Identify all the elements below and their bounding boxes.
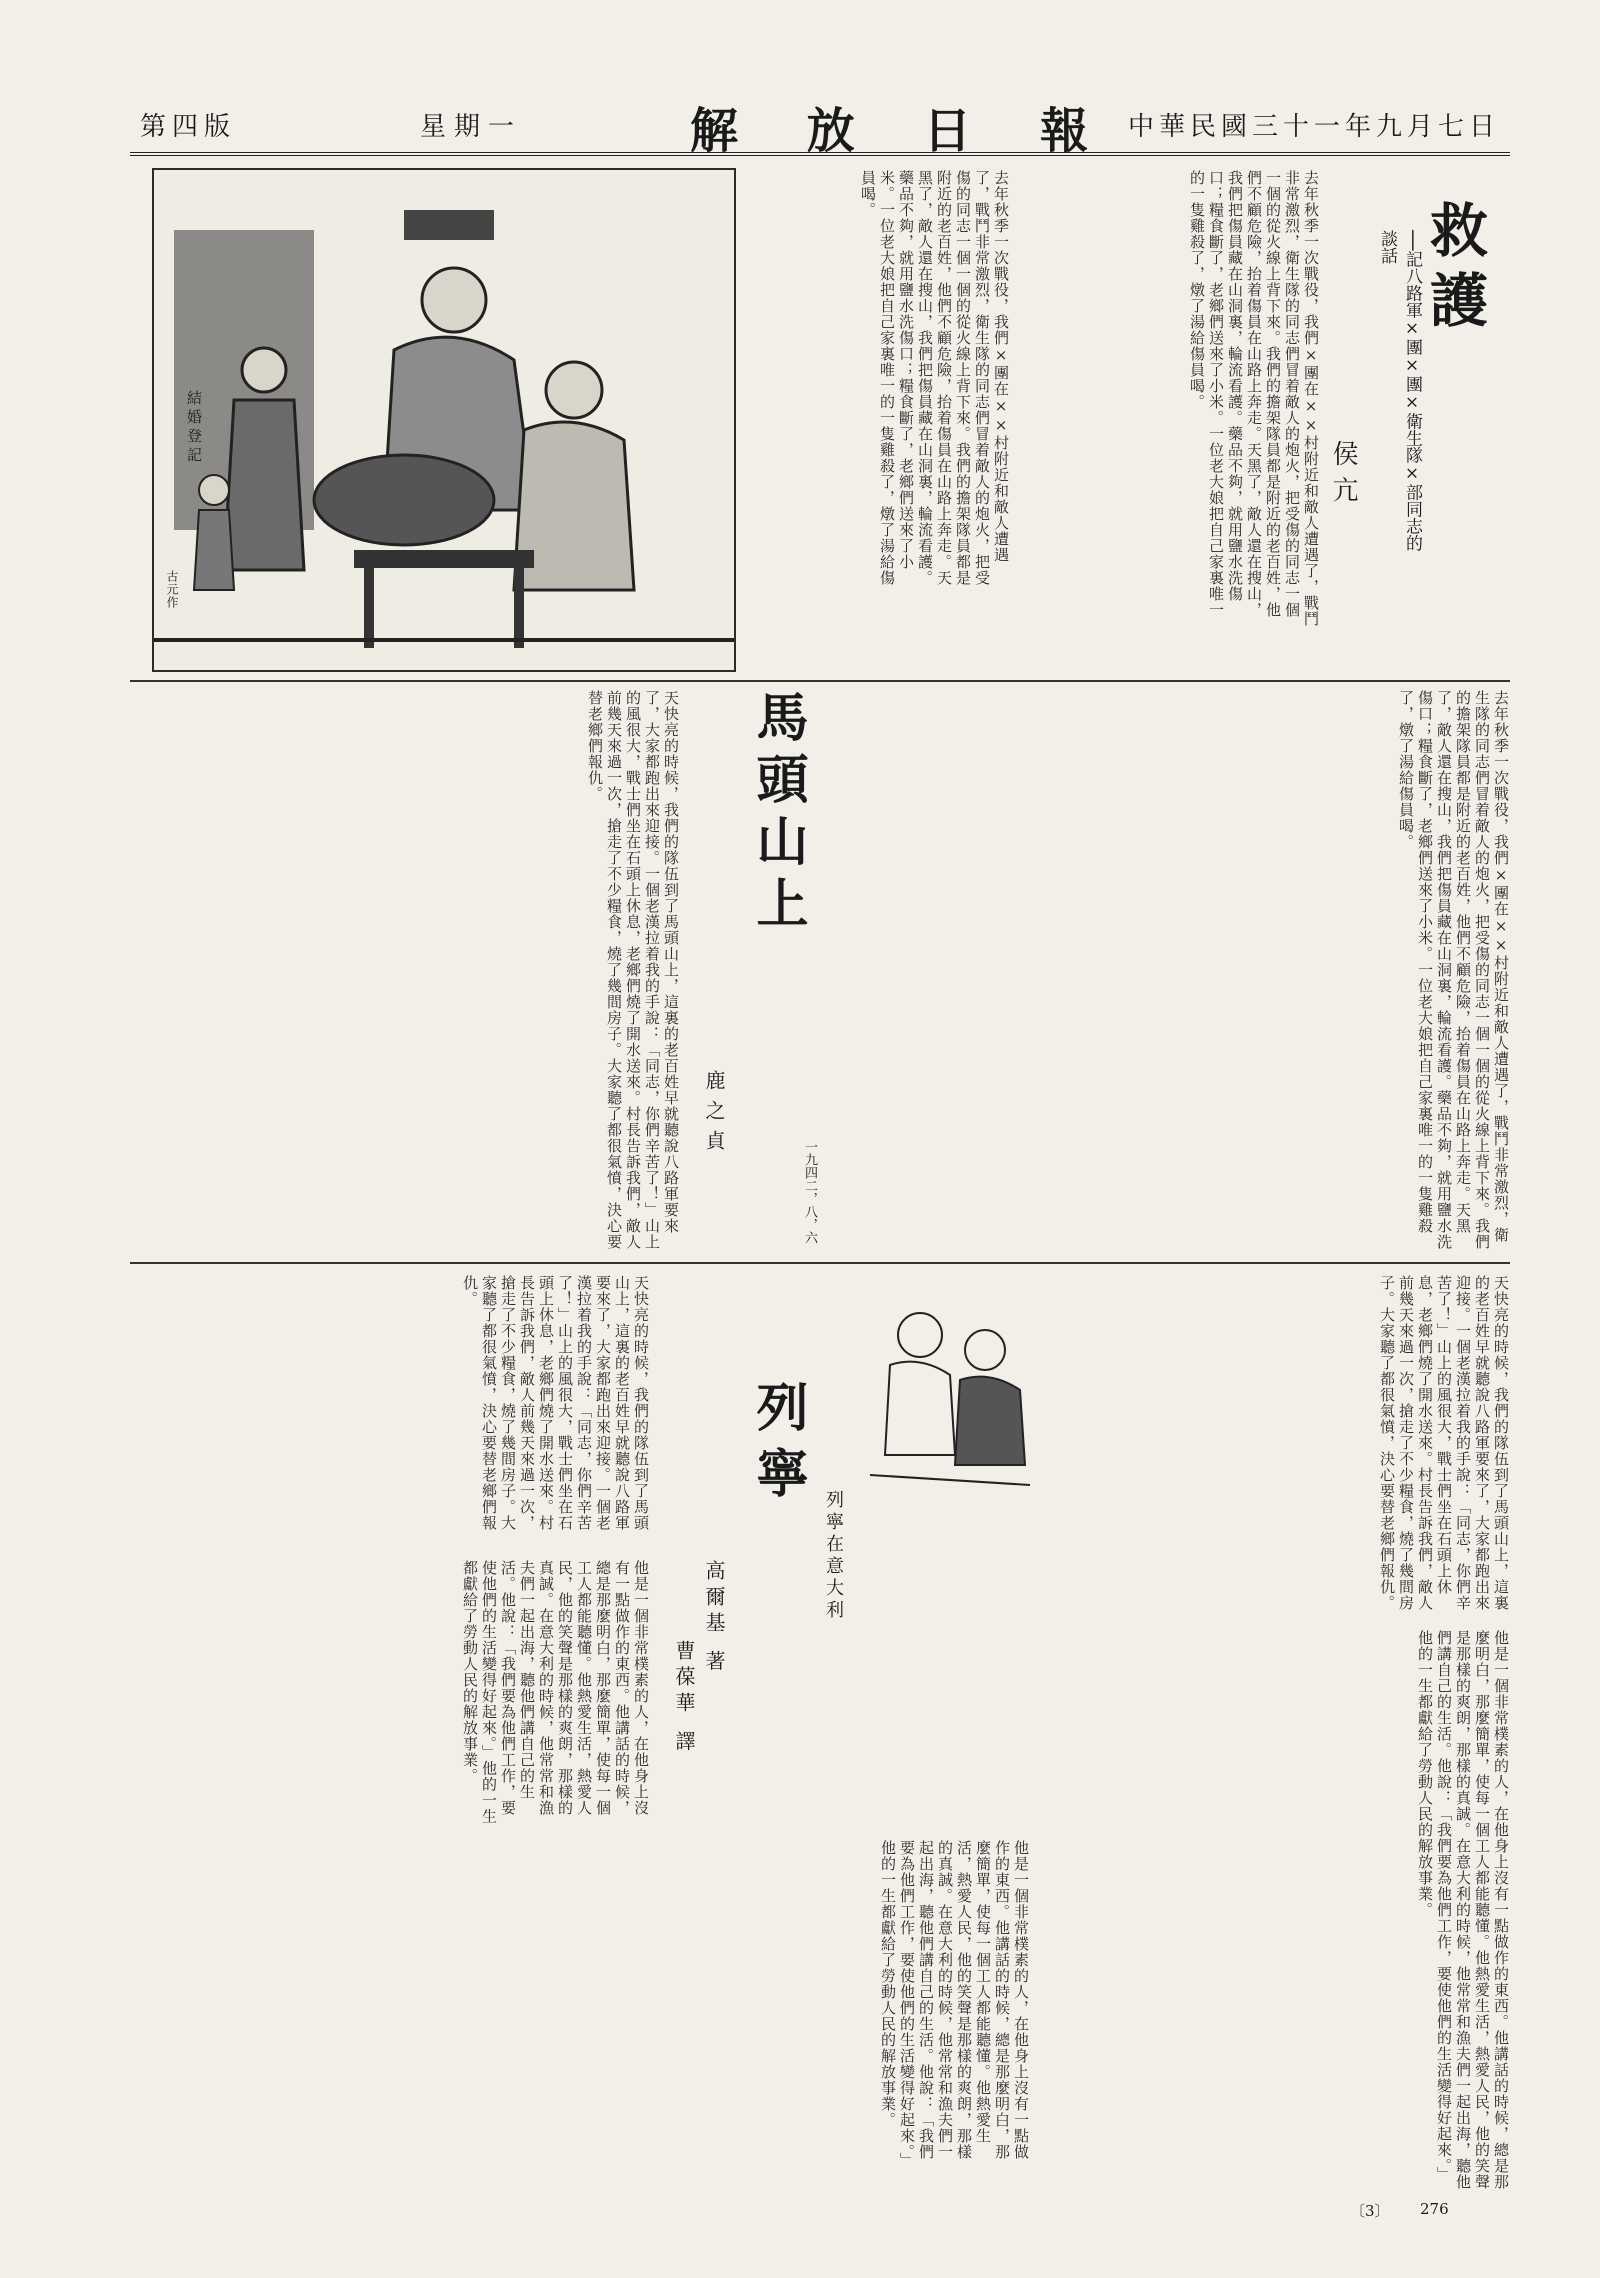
article-author-liening: 高爾基 著 [702, 1560, 726, 1677]
footer-number: 276 [1420, 2200, 1449, 2218]
illustration-caption-wedding: 結婚登記 [185, 390, 203, 466]
masthead [130, 92, 1510, 159]
illustration-caption-lenin: 列寧在意大利 [823, 1490, 844, 1622]
section-divider [130, 680, 1510, 682]
article-body-jiuhu: 去年秋季一次戰役，我們×團在××村附近和敵人遭遇了，戰鬥非常激烈，衛生隊的同志們冒着敵人的炮火，把受傷的同志一個一個的從火線上背下來。我們的擔架隊員都是附近的老百姓，他們不顧危險，抬着傷員在山路上奔走。天黑了，敵人還在搜山，我們把傷員藏在山洞裏，輪流看護。藥品不夠，就用鹽水洗傷口；糧食斷了，老鄉們送來了小米。一位老大娘把自己家裏唯一的一隻雞殺了，燉了湯給傷員喝。 [1188, 170, 1320, 627]
section-divider-2 [130, 1262, 1510, 1264]
article-body-jiuhu-more: 去年秋季一次戰役，我們×團在××村附近和敵人遭遇了，戰鬥非常激烈，衛生隊的同志們冒着敵人的炮火，把受傷的同志一個一個的從火線上背下來。我們的擔架隊員都是附近的老百姓，他們不顧危險，抬着傷員在山路上奔走。天黑了，敵人還在搜山，我們把傷員藏在山洞裏，輪流看護。藥品不夠，就用鹽水洗傷口；糧食斷了，老鄉們送來了小米。一位老大娘把自己家裏唯一的一隻雞殺了，燉了湯給傷員喝。 [1397, 690, 1510, 1250]
article-body-matou-cont: 天快亮的時候，我們的隊伍到了馬頭山上，這裏的老百姓早就聽說八路軍要來了，大家都跑出來迎接。一個老漢拉着我的手說：「同志，你們辛苦了！」山上的風很大，戰士們坐在石頭上休息，老鄉們燒了開水送來。村長告訴我們，敵人前幾天來過一次，搶走了不少糧食，燒了幾間房子。大家聽了都很氣憤，決心要替老鄉們報仇。 [1378, 1275, 1510, 1611]
article-title-matou: 馬頭山上 [747, 690, 808, 938]
woodcut-illustration-wedding [152, 168, 736, 672]
woodcut-drawing [154, 170, 734, 670]
article-body-matou: 天快亮的時候，我們的隊伍到了馬頭山上，這裏的老百姓早就聽說八路軍要來了，大家都跑出來迎接。一個老漢拉着我的手說：「同志，你們辛苦了！」山上的風很大，戰士們坐在石頭上休息，老鄉們燒了開水送來。村長告訴我們，敵人前幾天來過一次，搶走了不少糧食，燒了幾間房子。大家聽了都很氣憤，決心要替老鄉們報仇。 [586, 690, 680, 1250]
publication-date: 中華民國三十一年九月七日 [1127, 112, 1500, 142]
article-author-jiuhu: 侯亢 [1328, 440, 1358, 512]
article-body-matou-lower: 天快亮的時候，我們的隊伍到了馬頭山上，這裏的老百姓早就聽說八路軍要來了，大家都跑出來迎接。一個老漢拉着我的手說：「同志，你們辛苦了！」山上的風很大，戰士們坐在石頭上休息，老鄉們燒了開水送來。村長告訴我們，敵人前幾天來過一次，搶走了不少糧食，燒了幾間房子。大家聽了都很氣憤，決心要替老鄉們報仇。 [461, 1275, 650, 1531]
article-title-liening: 列寧 [747, 1380, 808, 1512]
article-translator-liening: 曹葆華 譯 [672, 1640, 696, 1757]
article-date-matou: 一九四二，八，六 [802, 1140, 817, 1244]
article-title-jiuhu: 救護 [1420, 200, 1488, 340]
article-subtitle-jiuhu: ──記八路軍×團×團×衛生隊×部同志的談話 [1377, 230, 1422, 552]
article-body-jiuhu-cont: 去年秋季一次戰役，我們×團在××村附近和敵人遭遇了，戰鬥非常激烈，衛生隊的同志們冒着敵人的炮火，把受傷的同志一個一個的從火線上背下來。我們的擔架隊員都是附近的老百姓，他們不顧危險，抬着傷員在山路上奔走。天黑了，敵人還在搜山，我們把傷員藏在山洞裏，輪流看護。藥品不夠，就用鹽水洗傷口；糧食斷了，老鄉們送來了小米。一位老大娘把自己家裏唯一的一隻雞殺了，燉了湯給傷員喝。 [859, 170, 1010, 586]
page-number: 第四版 [140, 112, 237, 142]
footer-page-marker: 〔3〕 [1350, 2202, 1390, 2220]
sketch-drawing [860, 1275, 1040, 1505]
illustration-artist: 古元作 [165, 570, 179, 609]
article-author-matou: 鹿之貞 [702, 1070, 726, 1160]
newspaper-brand: 解 放 日 報 [690, 103, 1115, 159]
sketch-illustration-lenin [860, 1275, 1040, 1505]
article-body-liening-a: 他是一個非常樸素的人，在他身上沒有一點做作的東西。他講話的時候，總是那麼明白，那麼簡單，使每一個工人都能聽懂。他熱愛生活，熱愛人民，他的笑聲是那樣的爽朗，那樣的真誠。在意大利的時候，他常常和漁夫們一起出海，聽他們講自己的生活。他說：「我們要為他們工作，要使他們的生活變得好起來。」他的一生都獻給了勞動人民的解放事業。 [461, 1560, 650, 1825]
article-body-liening-c: 他是一個非常樸素的人，在他身上沒有一點做作的東西。他講話的時候，總是那麼明白，那麼簡單，使每一個工人都能聽懂。他熱愛生活，熱愛人民，他的笑聲是那樣的爽朗，那樣的真誠。在意大利的時候，他常常和漁夫們一起出海，聽他們講自己的生活。他說：「我們要為他們工作，要使他們的生活變得好起來。」他的一生都獻給了勞動人民的解放事業。 [879, 1840, 1030, 2169]
weekday: 星期一 [420, 112, 523, 142]
article-body-liening-b: 他是一個非常樸素的人，在他身上沒有一點做作的東西。他講話的時候，總是那麼明白，那麼簡單，使每一個工人都能聽懂。他熱愛生活，熱愛人民，他的笑聲是那樣的爽朗，那樣的真誠。在意大利的時候，他常常和漁夫們一起出海，聽他們講自己的生活。他說：「我們要為他們工作，要使他們的生活變得好起來。」他的一生都獻給了勞動人民的解放事業。 [1416, 1630, 1510, 2190]
